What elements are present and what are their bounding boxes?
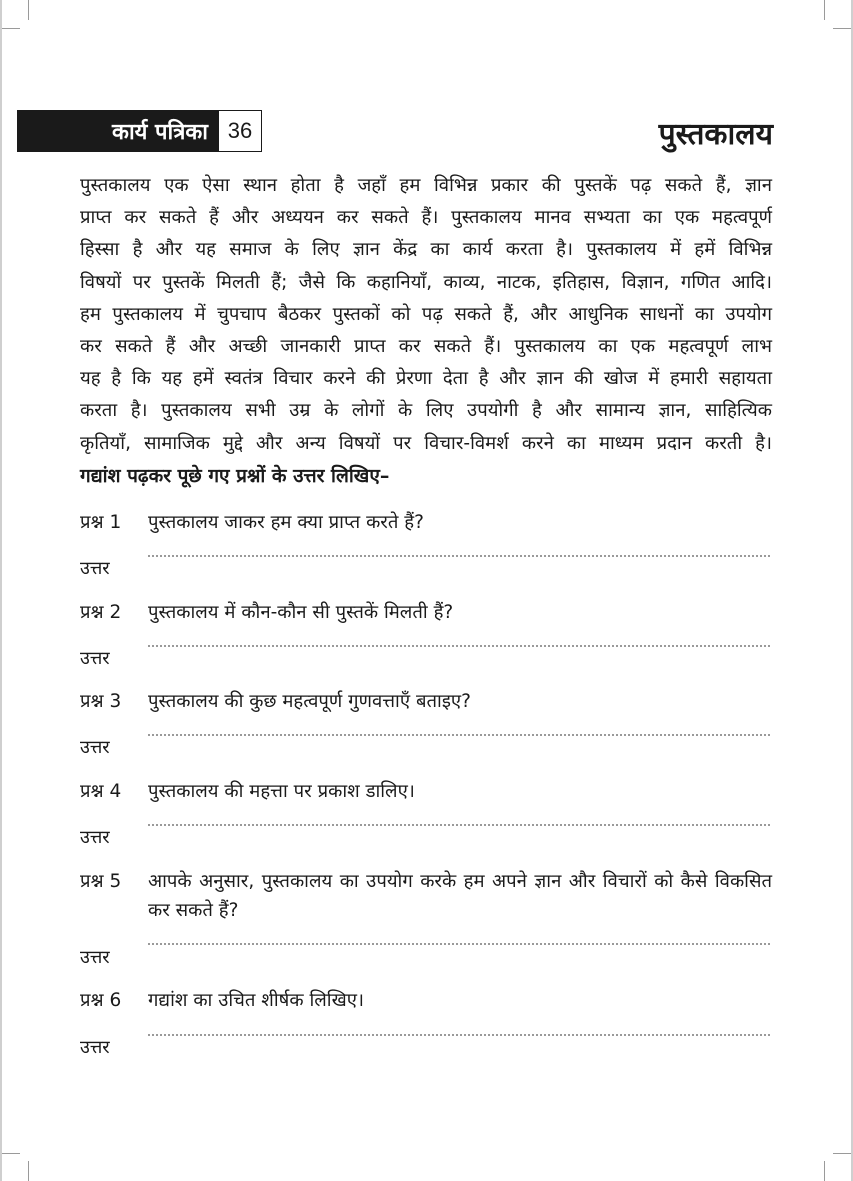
page-title: पुस्तकालय (658, 117, 773, 152)
page-edge (0, 0, 2, 1181)
passage-line: कर सकते हैं और अच्छी जानकारी प्राप्त कर सकते हैं। पुस्तकालय का एक महत्वपूर्ण लाभ (80, 335, 772, 357)
question-text: आपके अनुसार, पुस्तकालय का उपयोग करके हम अपने ज्ञान और विचारों को कैसे विकसित कर सकते हैं? (148, 871, 772, 921)
crop-mark (824, 1161, 825, 1181)
question-label: प्रश्न 3 (80, 691, 122, 712)
crop-mark (833, 1153, 853, 1154)
answer-label: उत्तर (80, 648, 110, 669)
passage-line: हिस्सा है और यह समाज के लिए ज्ञान केंद्र का कार्य करता है। पुस्तकालय में हमें विभिन्न (80, 239, 772, 261)
answer-line-3[interactable] (148, 734, 770, 736)
question-label: प्रश्न 6 (80, 990, 122, 1011)
question-label: प्रश्न 2 (80, 602, 122, 623)
passage-line: विषयों पर पुस्तकें मिलती हैं; जैसे कि कहानियाँ, काव्य, नाटक, इतिहास, विज्ञान, गणित आदि। (80, 271, 772, 293)
crop-mark (833, 28, 853, 29)
passage-line: हम पुस्तकालय में चुपचाप बैठकर पुस्तकों को पढ़ सकते हैं, और आधुनिक साधनों का उपयोग (80, 303, 772, 325)
passage-line: यह है कि यह हमें स्वतंत्र विचार करने की प्रेरणा देता है और ज्ञान की खोज में हमारी सहायता (80, 368, 772, 390)
passage-line: प्राप्त कर सकते हैं और अध्ययन कर सकते हैं। पुस्तकालय मानव सभ्यता का एक महत्वपूर्ण (80, 207, 772, 229)
question-text: पुस्तकालय जाकर हम क्या प्राप्त करते हैं? (148, 512, 424, 533)
worksheet-label (17, 110, 218, 152)
question-5 (80, 867, 772, 925)
passage-line: कृतियाँ, सामाजिक मुद्दे और अन्य विषयों पर विचार-विमर्श करने का माध्यम प्रदान करती है। (80, 432, 772, 454)
answer-label: उत्तर (80, 1037, 110, 1058)
crop-mark (0, 1153, 20, 1154)
answer-line-2[interactable] (148, 645, 770, 647)
question-label: प्रश्न 1 (80, 512, 122, 533)
question-label: प्रश्न 4 (80, 781, 122, 802)
answer-line-1[interactable] (148, 555, 770, 557)
question-label: प्रश्न 5 (80, 871, 122, 892)
question-text: पुस्तकालय में कौन-कौन सी पुस्तकें मिलती हैं? (148, 602, 454, 623)
question-6 (80, 986, 772, 1015)
question-4 (80, 777, 772, 806)
answer-label: उत्तर (80, 737, 110, 758)
passage-line: पुस्तकालय एक ऐसा स्थान होता है जहाँ हम विभिन्न प्रकार की पुस्तकें पढ़ सकते हैं, ज्ञान (80, 175, 772, 196)
answer-label: उत्तर (80, 947, 110, 968)
answer-line-6[interactable] (148, 1034, 770, 1036)
passage (80, 170, 772, 460)
question-text: गद्यांश का उचित शीर्षक लिखिए। (148, 990, 364, 1011)
worksheet-label-text: कार्य पत्रिका (112, 120, 208, 145)
question-1 (80, 508, 772, 537)
crop-mark (0, 28, 20, 29)
answer-label: उत्तर (80, 558, 110, 579)
instruction: गद्यांश पढ़कर पूछे गए प्रश्नों के उत्तर लिखिए– (80, 465, 390, 487)
crop-mark (824, 0, 825, 20)
question-2 (80, 598, 772, 627)
passage-line: करता है। पुस्तकालय सभी उम्र के लोगों के लिए उपयोगी है और सामान्य ज्ञान, साहित्यिक (80, 400, 772, 422)
answer-line-5[interactable] (148, 943, 770, 945)
worksheet-number: 36 (218, 110, 262, 152)
crop-mark (28, 1161, 29, 1181)
question-text: पुस्तकालय की महत्ता पर प्रकाश डालिए। (148, 781, 415, 802)
answer-line-4[interactable] (148, 824, 770, 826)
question-3 (80, 687, 772, 716)
crop-mark (28, 0, 29, 20)
answer-label: उत्तर (80, 827, 110, 848)
question-text: पुस्तकालय की कुछ महत्वपूर्ण गुणवत्ताएँ बताइए? (148, 691, 471, 712)
